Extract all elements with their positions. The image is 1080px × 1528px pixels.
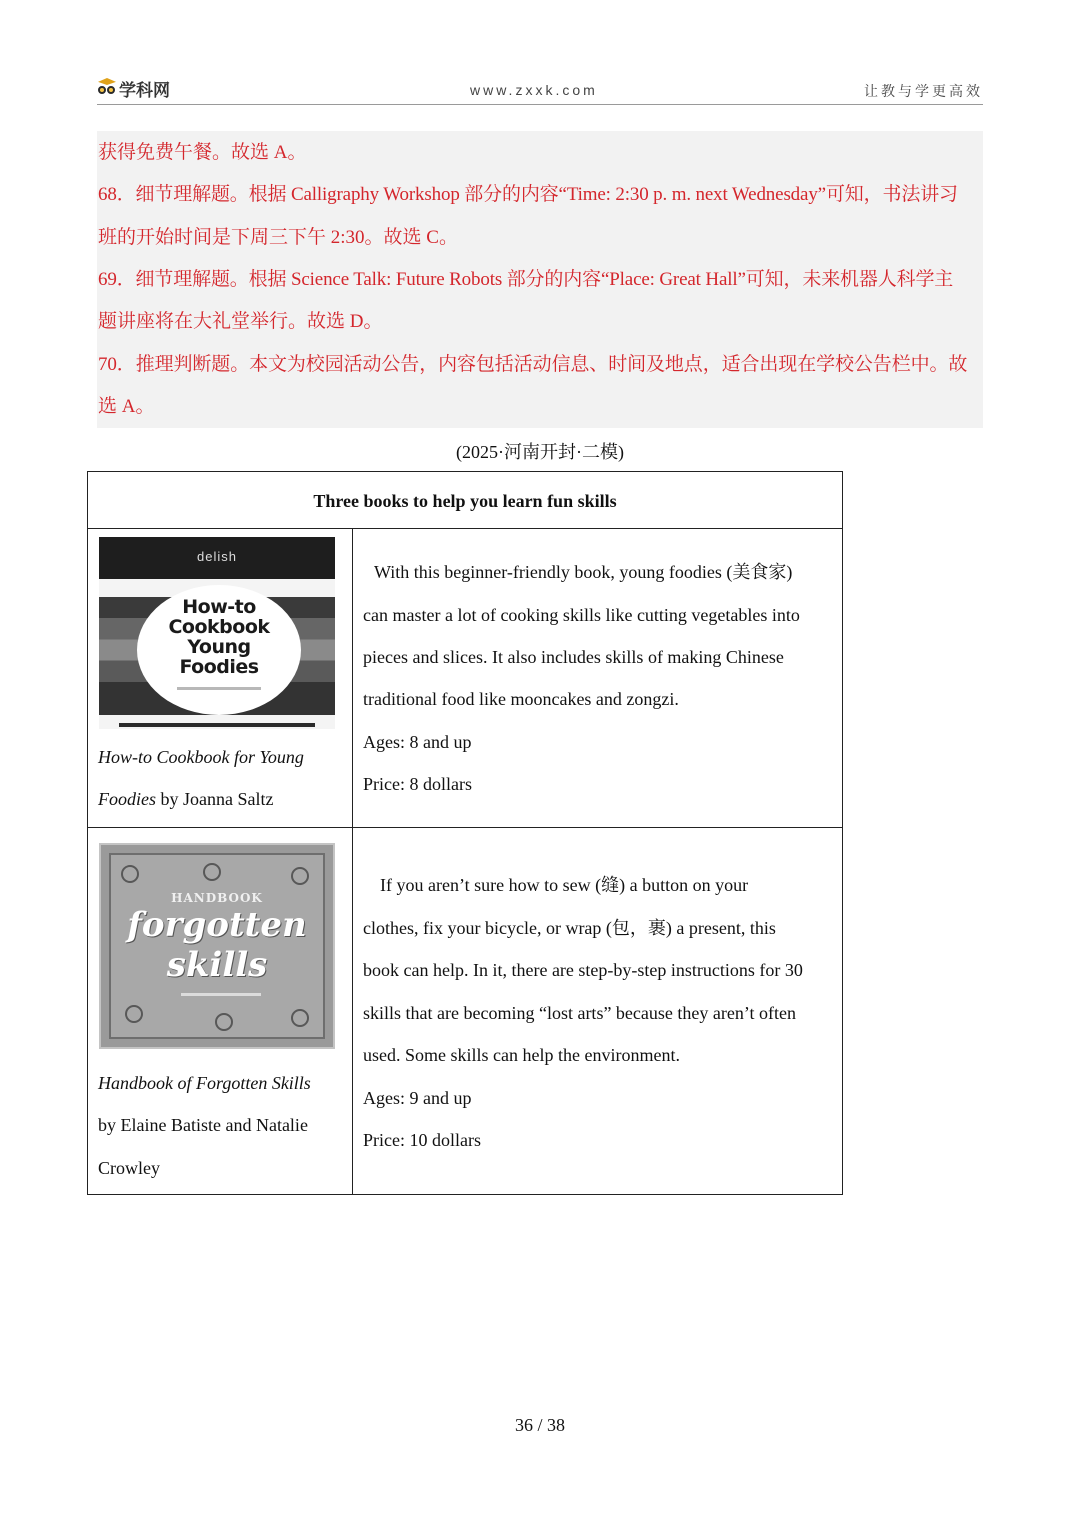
answer-explanations bbox=[97, 131, 983, 428]
book-info-cell bbox=[88, 828, 353, 1194]
description-line: If you aren’t sure how to sew (缝) a button on your bbox=[380, 875, 749, 895]
table-row bbox=[88, 529, 842, 828]
answer-line: 获得免费午餐。故选 A。 bbox=[98, 142, 307, 163]
description-line: can master a lot of cooking skills like cutting vegetables into bbox=[363, 605, 800, 625]
answer-line: 68．细节理解题。根据 Calligraphy Workshop 部分的内容“Time: 2:30 p. m. next Wednesday”可知，书法讲习 bbox=[98, 184, 958, 205]
description-line: traditional food like mooncakes and zongzi. bbox=[363, 689, 679, 709]
book-price: Price: 8 dollars bbox=[363, 774, 472, 794]
handbook-cover-image bbox=[99, 843, 335, 1049]
owl-logo-icon bbox=[97, 78, 117, 98]
book-price: Price: 10 dollars bbox=[363, 1130, 481, 1150]
answer-line: 70．推理判断题。本文为校园活动公告，内容包括活动信息、时间及地点，适合出现在学校公告栏中。故 bbox=[98, 354, 968, 375]
cookbook-cover-image bbox=[99, 537, 335, 729]
description-line: With this beginner-friendly book, young foodies (美食家) bbox=[374, 562, 793, 582]
cover-title: skills bbox=[166, 945, 268, 985]
answer-line: 选 A。 bbox=[98, 396, 155, 417]
description-line: book can help. In it, there are step-by-step instructions for 30 bbox=[363, 960, 803, 980]
description-line: pieces and slices. It also includes skills of making Chinese bbox=[363, 647, 784, 667]
book-info-cell bbox=[88, 529, 353, 827]
table-row bbox=[88, 828, 842, 1194]
exam-source: (2025·河南开封·二模) bbox=[456, 442, 624, 462]
page-number: 36 / 38 bbox=[514, 1415, 565, 1435]
cover-title: forgotten bbox=[127, 905, 307, 945]
page-header bbox=[97, 74, 983, 105]
book-author: Crowley bbox=[98, 1158, 160, 1178]
table-title: Three books to help you learn fun skills bbox=[88, 472, 842, 529]
book-description-cell bbox=[353, 529, 842, 827]
answer-line: 题讲座将在大礼堂举行。故选 D。 bbox=[98, 311, 383, 332]
books-table bbox=[87, 471, 843, 1195]
description-line: used. Some skills can help the environment. bbox=[363, 1045, 680, 1065]
book-author: by Elaine Batiste and Natalie bbox=[98, 1115, 308, 1135]
book-title: How-to Cookbook for Young bbox=[98, 747, 304, 767]
description-line: skills that are becoming “lost arts” because they aren’t often bbox=[363, 1003, 797, 1023]
cover-brand: delish bbox=[197, 549, 237, 564]
answer-line: 班的开始时间是下周三下午 2:30。故选 C。 bbox=[98, 227, 458, 248]
book-author: Foodies by Joanna Saltz bbox=[98, 789, 274, 809]
book-description-cell bbox=[353, 828, 842, 1194]
book-ages: Ages: 8 and up bbox=[363, 732, 472, 752]
cover-subtitle: HANDBOOK bbox=[171, 891, 263, 905]
answer-line: 69．细节理解题。根据 Science Talk: Future Robots 部分的内容“Place: Great Hall”可知，未来机器人科学主 bbox=[98, 269, 954, 290]
site-slogan: 让教与学更高效 bbox=[864, 84, 983, 100]
description-line: clothes, fix your bicycle, or wrap (包，裹) a present, this bbox=[363, 918, 776, 938]
logo-text: 学科网 bbox=[119, 80, 170, 101]
site-logo bbox=[97, 76, 170, 100]
book-ages: Ages: 9 and up bbox=[363, 1088, 472, 1108]
book-title: Handbook of Forgotten Skills bbox=[98, 1073, 311, 1093]
site-url: www.zxxk.com bbox=[470, 82, 598, 98]
cover-title: How-to Cookbook Young Foodies bbox=[168, 596, 270, 678]
